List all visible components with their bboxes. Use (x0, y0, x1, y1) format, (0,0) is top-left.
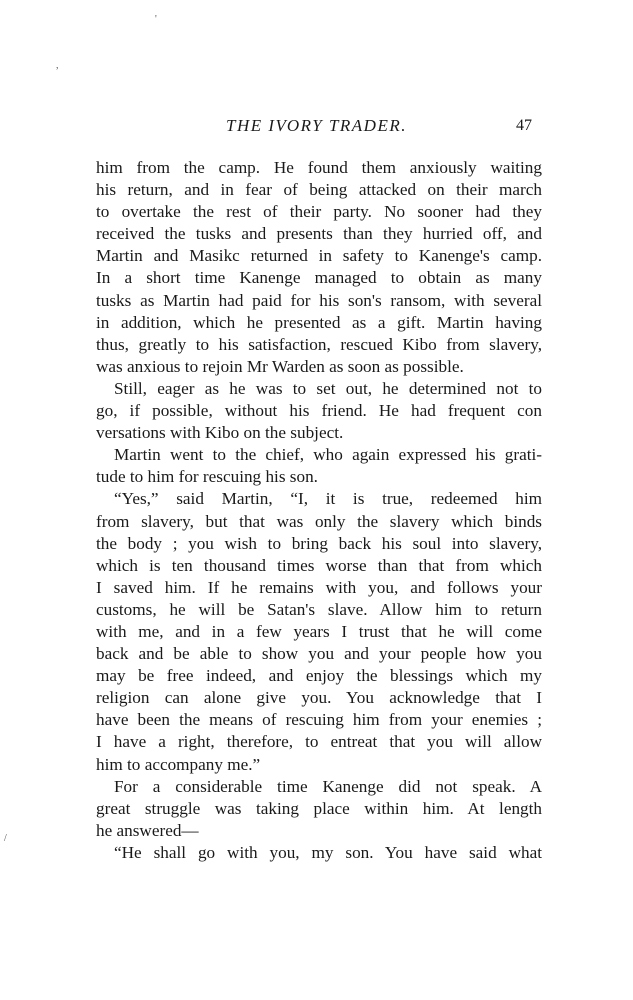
text-line: from slavery, but that was only the slavery which binds (96, 511, 542, 531)
page-header (0, 113, 633, 137)
text-line: tusks as Martin had paid for his son's ransom, with several (96, 290, 542, 310)
text-line: his return, and in fear of being attacked on their march (96, 180, 542, 200)
text-line: In a short time Kanenge managed to obtain as many (96, 268, 542, 288)
text-line: with me, and in a few years I trust that he will come (96, 621, 542, 641)
text-line: tude to him for rescuing his son. (96, 467, 318, 487)
text-line: thus, greatly to his satisfaction, rescued Kibo from slavery, (96, 334, 542, 354)
text-line: I have a right, therefore, to entreat that you will allow (96, 732, 542, 752)
text-line: back and be able to show you and your people how you (96, 644, 542, 664)
text-line: received the tusks and presents than they hurried off, and (96, 224, 542, 244)
page-number: 47 (516, 117, 532, 134)
text-line: I saved him. If he remains with you, and follows your (96, 577, 542, 597)
text-line: was anxious to rejoin Mr Warden as soon as possible. (96, 356, 464, 376)
text-line: Martin went to the chief, who again expressed his grati- (114, 445, 542, 465)
text-line: him to accompany me.” (96, 754, 261, 774)
running-title: THE IVORY TRADER. (226, 116, 407, 135)
text-line: may be free indeed, and enjoy the blessings which my (96, 666, 542, 686)
text-line: in addition, which he presented as a gift. Martin having (96, 312, 542, 332)
text-line: religion can alone give you. You acknowledge that I (96, 688, 542, 708)
text-line: “Yes,” said Martin, “I, it is true, redeemed him (114, 489, 542, 509)
text-line: to overtake the rest of their party. No sooner had they (96, 202, 542, 222)
text-line: he answered— (96, 820, 199, 840)
text-line: which is ten thousand times worse than that from which (96, 555, 542, 575)
text-line: go, if possible, without his friend. He had frequent con (96, 401, 542, 421)
margin-mark-top: ' (155, 14, 157, 25)
text-line: versations with Kibo on the subject. (96, 423, 344, 443)
text-line: him from the camp. He found them anxiously waiting (96, 158, 542, 177)
margin-mark-bottom-left: / (4, 833, 7, 844)
body-text (96, 157, 542, 864)
text-line: Still, eager as he was to set out, he determined not to (114, 378, 542, 398)
text-line: Martin and Masikc returned in safety to Kanenge's camp. (96, 246, 542, 266)
text-line: customs, he will be Satan's slave. Allow him to return (96, 599, 542, 619)
text-line: great struggle was taking place within him. At length (96, 798, 542, 818)
text-line: have been the means of rescuing him from your enemies ; (96, 710, 542, 730)
text-line: the body ; you wish to bring back his soul into slavery, (96, 533, 542, 553)
margin-mark-left: , (56, 60, 59, 71)
text-line: “He shall go with you, my son. You have said what (114, 842, 542, 862)
text-line: For a considerable time Kanenge did not speak. A (114, 776, 542, 796)
